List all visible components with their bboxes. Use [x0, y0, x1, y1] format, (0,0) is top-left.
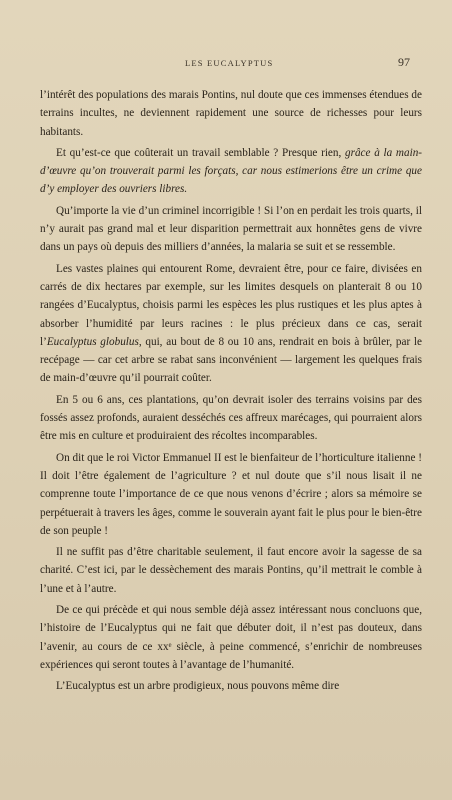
paragraph-1 — [40, 86, 422, 141]
paragraph-9-text: L’Eucalyptus est un arbre prodigieux, nous pouvons même dire — [56, 680, 340, 693]
paragraph-2 — [40, 144, 422, 199]
paragraph-1-text: l’intérêt des populations des marais Pontins, nul doute que ces immenses étendues de terrains incultes, ne deviennent rapidement une source de richesses pour leurs habitants. — [40, 89, 422, 138]
paragraph-5-text: En 5 ou 6 ans, ces plantations, qu’on devrait isoler des terrains voisins par des fossés assez profonds, auraient desséchés ces affreux marécages, qui pourraient alors être mis en culture et produiraient des récoltes incomparables. — [40, 393, 422, 443]
paragraph-4-text: Les vastes plaines qui entourent Rome, devraient être, pour ce faire, divisées en carrés de dix hectares par exemple, sur les limites desquels on planterait 8 ou 10 rangées d’Eucalyptus, choisis parmi les espèces les plus rustiques et les plus aptes à absorber l’humidité par leurs racines : le plus précieux dans ce cas, serait l’ — [40, 262, 422, 348]
page-header — [0, 55, 452, 78]
paragraph-8 — [40, 601, 422, 674]
paragraph-7-text: Il ne suffit pas d’être charitable seulement, il faut encore avoir la sagesse de sa charité. C’est ici, par le dessèchement des marais Pontins, qu’il mettrait le comble à l’une et à l’autre. — [40, 546, 422, 595]
paragraph-4-italic-species: Eucalyptus globulus — [46, 335, 139, 348]
paragraph-3-text: Qu’importe la vie d’un criminel incorrigible ! Si l’on en perdait les trois quarts, il n’y aurait pas grand mal et leur disparition permettrait aux honnêtes gens de vivre dans un pays où depuis des milliers d’années, la malaria se suit et se ressemble. — [40, 204, 422, 254]
paragraph-6-text: On dit que le roi Victor Emmanuel II est le bienfaiteur de l’horticulture italienne ! Il doit l’être également de l’agriculture ? et nul doute que s’il nous lisait il ne comprenne toute l’importance de ce que nous venons d’écrire ; alors sa mémoire se perpétuerait à travers les âges, comme le souverain ayant fait le plus pour le bien-être de son peuple ! — [40, 451, 422, 537]
running-title: LES EUCALYPTUS — [185, 58, 274, 68]
paragraph-2-italic: grâce à la main-d’œuvre qu’on trouverait parmi les forçats, car nous estimerions être un crime que d’y employer des ouvriers libres. — [40, 146, 423, 196]
paragraph-4 — [40, 260, 422, 388]
paragraph-4-text-end: , qui, au bout de 8 ou 10 ans, rendrait en bois à brûler, par le recépage — car cet arbre se rabat sans inconvénient — largement les quelques frais de main-d’œuvre qu’il pourrait coûter. — [40, 335, 422, 385]
paragraph-3 — [40, 202, 422, 257]
paragraph-7 — [40, 543, 422, 598]
paragraph-9 — [40, 677, 422, 695]
paragraph-5 — [40, 391, 422, 446]
page-number: 97 — [398, 55, 410, 69]
paragraph-6 — [40, 449, 422, 540]
body-text — [40, 86, 422, 699]
paragraph-2-text: Et qu’est-ce que coûterait un travail semblable ? Presque rien, — [56, 146, 346, 159]
paragraph-8-text: De ce qui précède et qui nous semble déjà assez intéressant nous concluons que, l’histoire de l’Eucalyptus qui ne fait que débuter doit, il n’est pas douteux, dans l’avenir, au cours de ce xxᵉ siècle, à peine commencé, s’enrichir de nombreuses expériences qui seront toutes à l’avantage de l’humanité. — [40, 604, 422, 671]
